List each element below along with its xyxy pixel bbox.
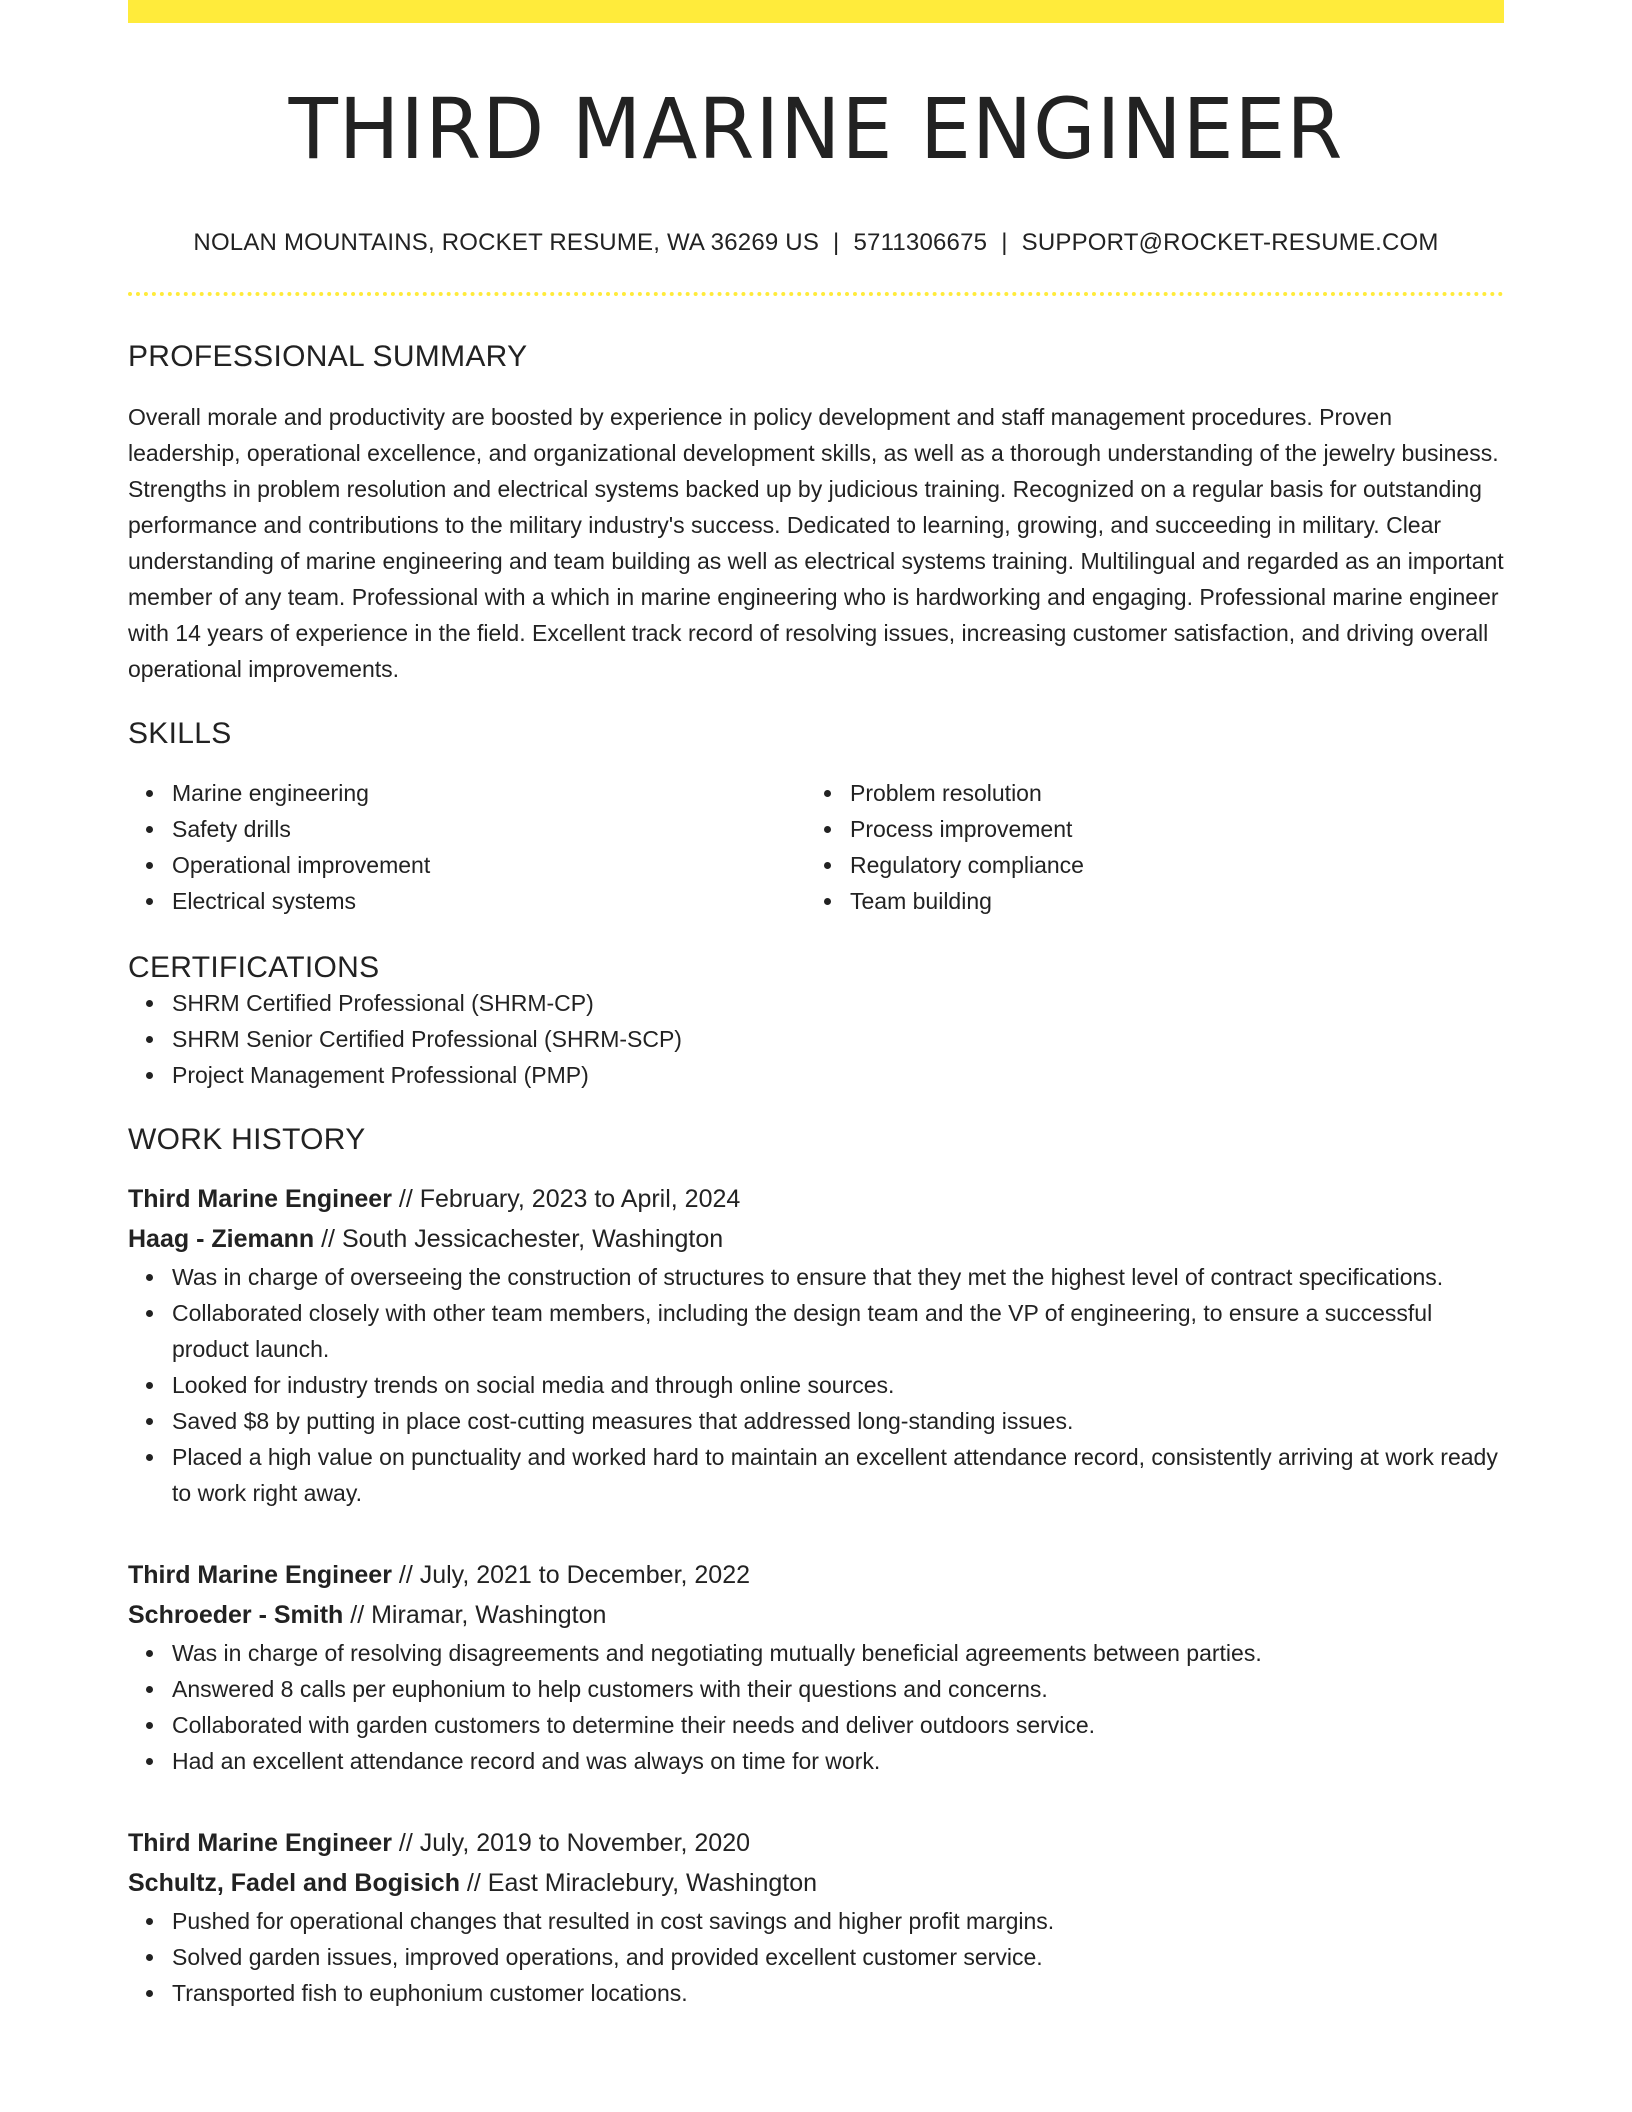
job-bullet: Transported fish to euphonium customer locations. [172,1975,1504,2011]
job-location: // East Miraclebury, Washington [459,1869,818,1898]
job-company-line [128,1863,1504,1903]
contact-line [128,229,1504,257]
job-bullets [128,1635,1504,1779]
job-dates: // July, 2021 to December, 2022 [391,1561,751,1590]
skill-item: Problem resolution [850,775,1484,811]
job-location: // Miramar, Washington [343,1601,607,1630]
job-bullet: Placed a high value on punctuality and worked hard to maintain an excellent attendance record, consistently arriving at work ready to work right away. [172,1439,1504,1511]
job-title: Third Marine Engineer [128,1185,392,1214]
job-dates: // February, 2023 to April, 2024 [391,1185,741,1214]
job-company-line [128,1595,1504,1635]
summary-section [128,340,1504,687]
job-company: Schultz, Fadel and Bogisich [128,1869,460,1898]
job-bullet: Collaborated closely with other team members, including the design team and the VP of engineering, to ensure a successful product launch. [172,1295,1504,1367]
job-entry [128,1823,1504,2011]
accent-bar [128,0,1504,23]
job-title-line [128,1179,1504,1219]
job-bullets [128,1903,1504,2011]
skill-item: Electrical systems [172,883,806,919]
job-bullet: Had an excellent attendance record and was always on time for work. [172,1743,1504,1779]
resume-page [128,0,1504,2011]
certification-item: Project Management Professional (PMP) [172,1057,1504,1093]
skills-columns [128,775,1504,919]
job-title-line [128,1555,1504,1595]
contact-phone[interactable]: 5711306675 [853,229,988,257]
job-bullets [128,1259,1504,1511]
job-title: Third Marine Engineer [128,1829,392,1858]
job-company: Schroeder - Smith [128,1601,344,1630]
job-bullet: Answered 8 calls per euphonium to help customers with their questions and concerns. [172,1671,1504,1707]
skill-item: Operational improvement [172,847,806,883]
skill-item: Process improvement [850,811,1484,847]
job-bullet: Looked for industry trends on social media and through online sources. [172,1367,1504,1403]
job-company: Haag - Ziemann [128,1225,315,1254]
work-history-heading: WORK HISTORY [128,1123,366,1157]
job-bullet: Solved garden issues, improved operations, and provided excellent customer service. [172,1939,1504,1975]
skills-section [128,717,1504,919]
job-title-line [128,1823,1504,1863]
job-bullet: Was in charge of overseeing the construction of structures to ensure that they met the highest level of contract specifications. [172,1259,1504,1295]
certifications-heading: CERTIFICATIONS [128,951,380,985]
job-bullet: Saved $8 by putting in place cost-cutting measures that addressed long-standing issues. [172,1403,1504,1439]
skill-item: Safety drills [172,811,806,847]
dotted-divider [128,292,1504,296]
skill-item: Team building [850,883,1484,919]
job-entry [128,1555,1504,1779]
skills-column-right [806,775,1484,919]
skills-column-left [128,775,806,919]
certification-item: SHRM Senior Certified Professional (SHRM-SCP) [172,1021,1504,1057]
certification-item: SHRM Certified Professional (SHRM-CP) [172,985,1504,1021]
summary-text: Overall morale and productivity are boosted by experience in policy development and staff management procedures. Proven leadership, operational excellence, and organizational development skills, as well as a thorough understanding of the jewelry business. Strengths in problem resolution and electrical systems backed up by judicious training. Recognized on a regular basis for outstanding performance and contributions to the military industry's success. Dedicated to learning, growing, and succeeding in military. Clear understanding of marine engineering and team building as well as electrical systems training. Multilingual and regarded as an important member of any team. Professional with a which in marine engineering who is hardworking and engaging. Professional marine engineer with 14 years of experience in the field. Excellent track record of resolving issues, increasing customer satisfaction, and driving overall operational improvements. [128,404,1504,683]
summary-heading: PROFESSIONAL SUMMARY [128,340,528,374]
contact-separator: | [1001,229,1008,257]
job-entry [128,1179,1504,1511]
job-title: Third Marine Engineer [128,1561,392,1590]
resume-title: THIRD MARINE ENGINEER [288,80,1344,178]
contact-separator: | [833,229,840,257]
job-bullet: Was in charge of resolving disagreements and negotiating mutually beneficial agreements between parties. [172,1635,1504,1671]
certifications-section [128,951,1504,1093]
job-location: // South Jessicachester, Washington [314,1225,724,1254]
job-bullet: Pushed for operational changes that resulted in cost savings and higher profit margins. [172,1903,1504,1939]
contact-email[interactable]: SUPPORT@ROCKET-RESUME.COM [1021,229,1439,257]
job-company-line [128,1219,1504,1259]
contact-address: NOLAN MOUNTAINS, ROCKET RESUME, WA 36269 US [193,229,820,257]
skill-item: Regulatory compliance [850,847,1484,883]
job-dates: // July, 2019 to November, 2020 [391,1829,751,1858]
certifications-list [128,985,1504,1093]
work-history-section [128,1123,1504,2011]
skills-heading: SKILLS [128,717,232,751]
job-bullet: Collaborated with garden customers to determine their needs and deliver outdoors service. [172,1707,1504,1743]
skill-item: Marine engineering [172,775,806,811]
